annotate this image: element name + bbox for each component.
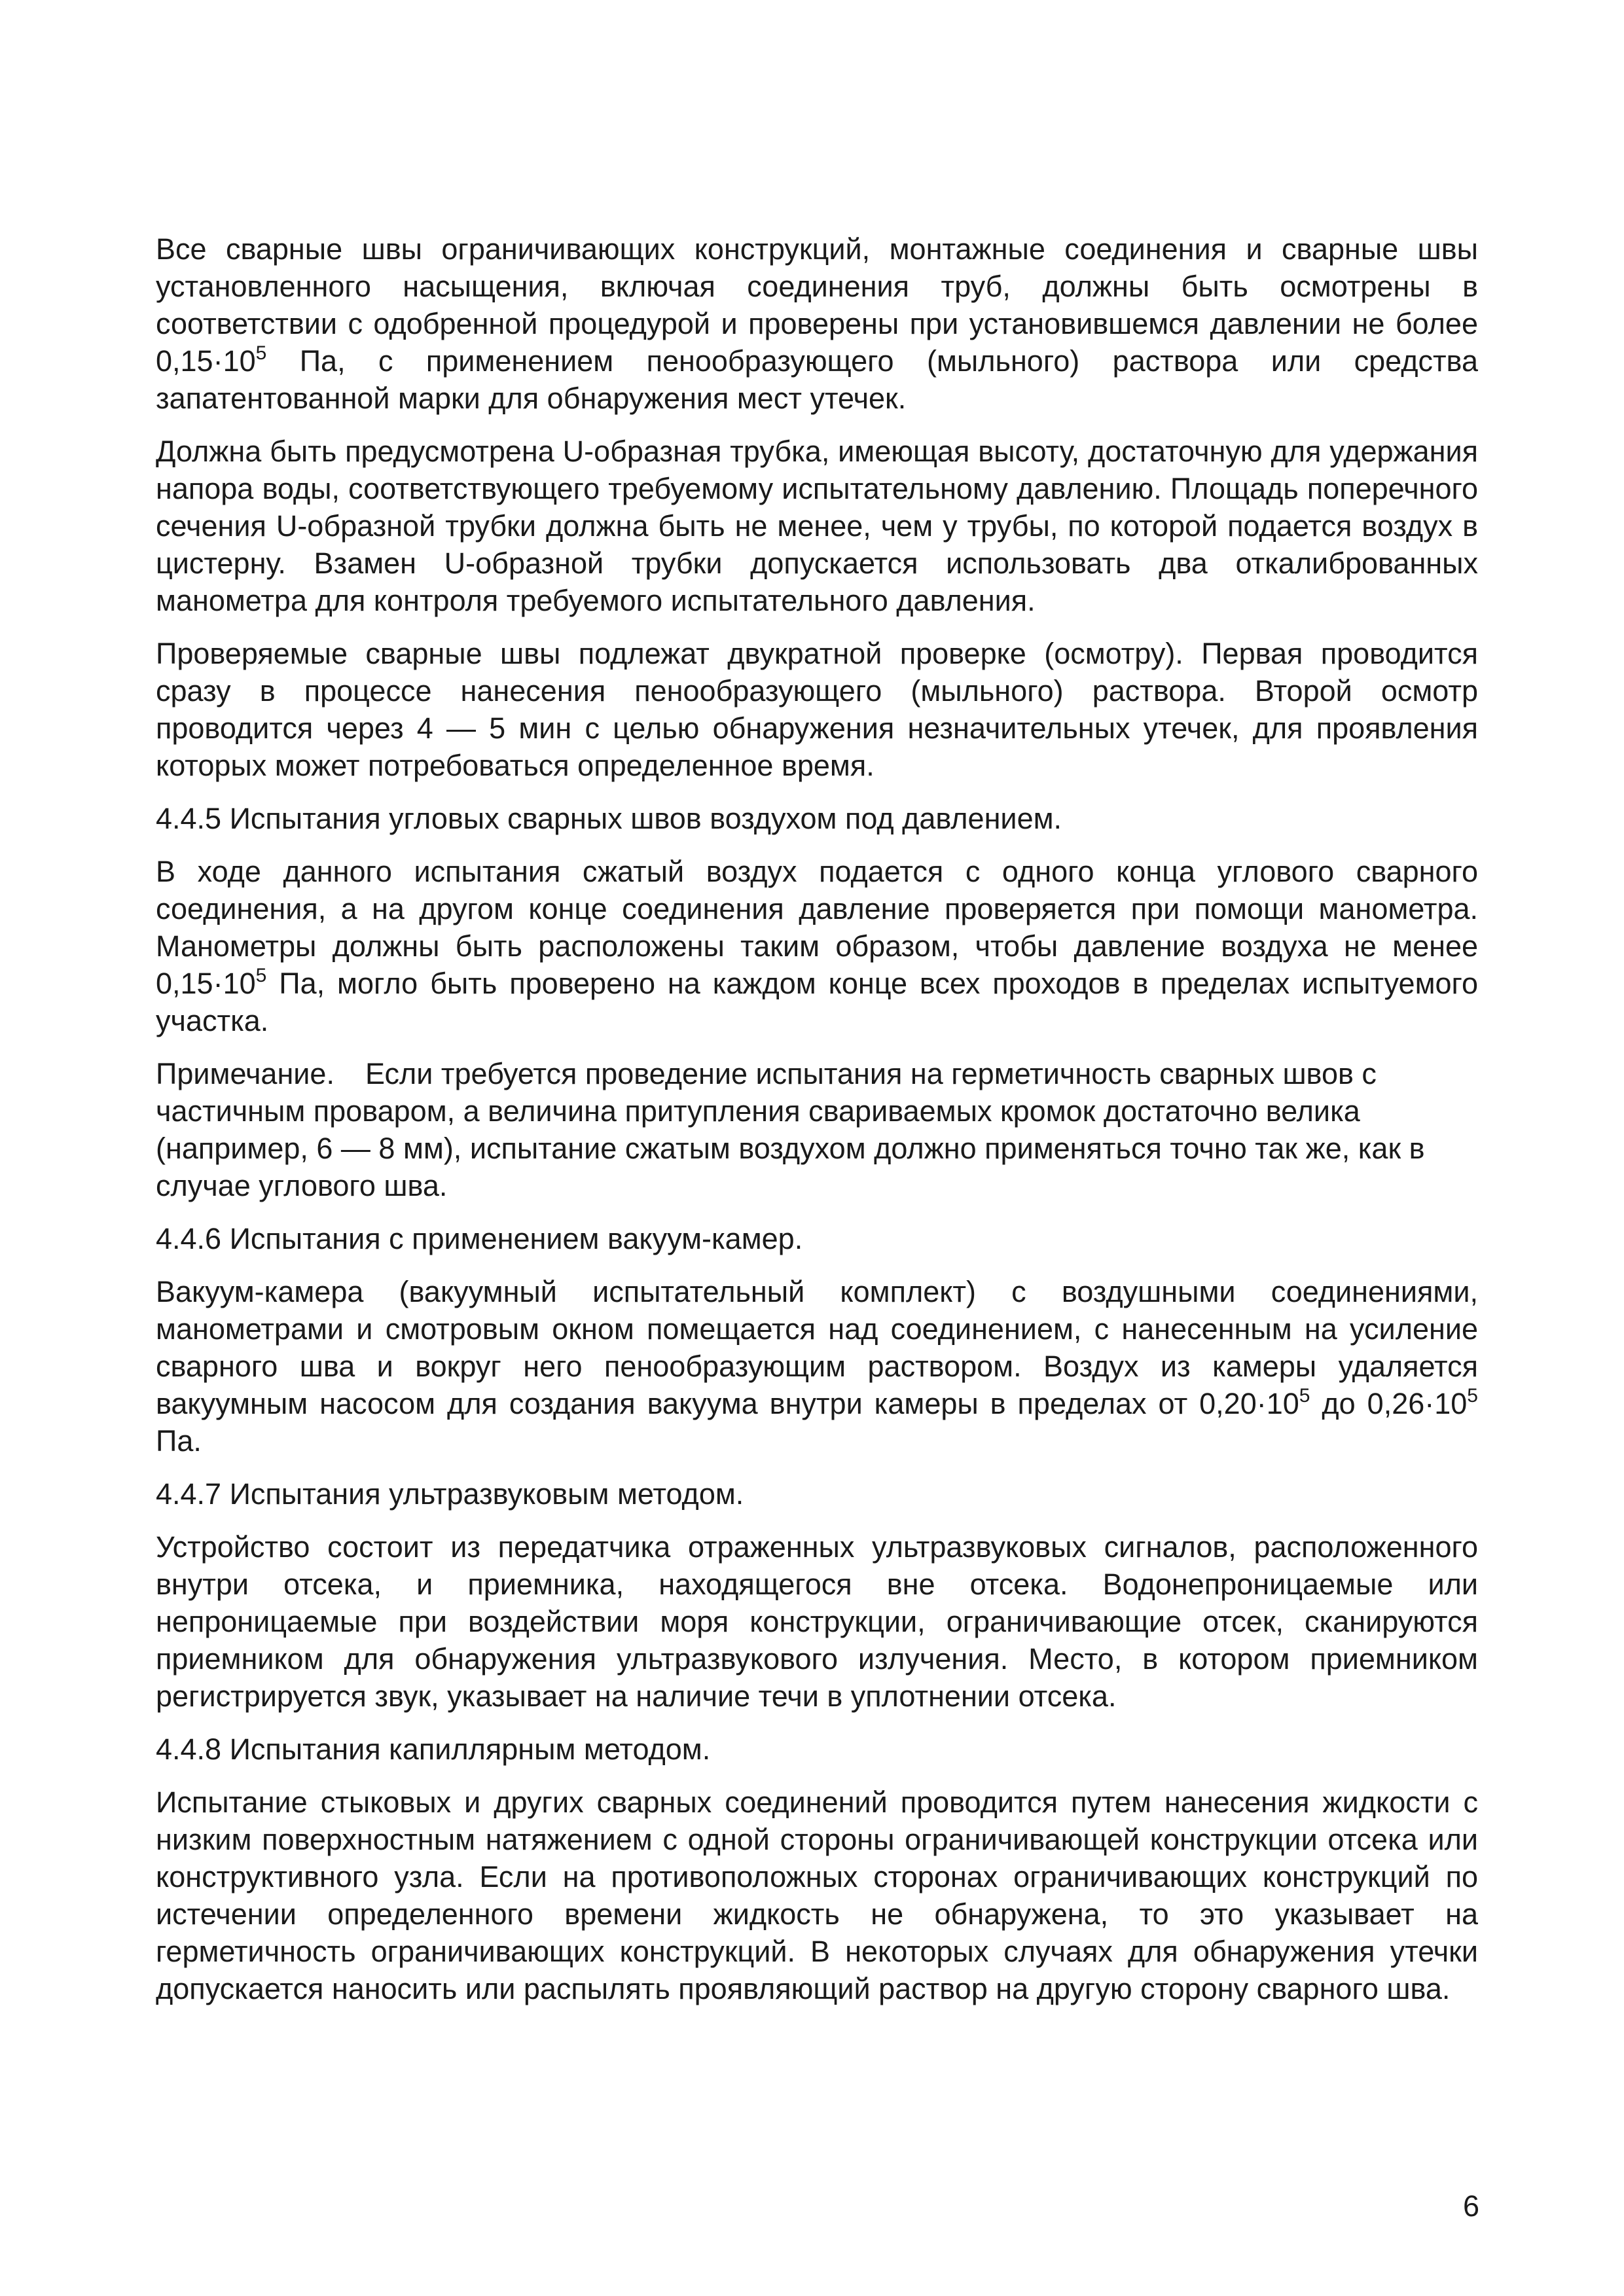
paragraph-double-check: Проверяемые сварные швы подлежат двукратной проверке (осмотру). Первая проводится сразу в процессе нанесения пенообразующего (мыльного) раствора. Второй осмотр проводится через 4 — 5 мин с целью обнаружения незначительных утечек, для проявления которых может потребоваться определенное время.: [156, 637, 1478, 782]
paragraph-text: Вакуум-камера (вакуумный испытательный комплект) с воздушными соединениями, манометрами и смотровым окном помещается над соединением, с нанесенным на усиление сварного шва и вокруг него пенообразующим раствором. Воздух из камеры удаляется вакуумным насосом для создания вакуума внутри камеры в пределах от 0,20·10: [156, 1275, 1478, 1420]
section-heading-4-4-6: 4.4.6 Испытания с применением вакуум-камер.: [156, 1222, 803, 1255]
exponent: 5: [255, 965, 267, 986]
page-body: [156, 230, 1478, 2023]
paragraph-fillet-air-test: [156, 853, 1478, 1039]
paragraph-text: В ходе данного испытания сжатый воздух подается с одного конца углового сварного соединения, а на другом конце соединения давление проверяется при помощи манометра. Манометры должны быть расположены таким образом, чтобы давление воздуха не менее 0,15·10: [156, 855, 1478, 1000]
exponent: 5: [255, 342, 267, 364]
paragraph-text: до 0,26·10: [1310, 1387, 1468, 1420]
page-number: 6: [1462, 2189, 1479, 2223]
paragraph-ultrasonic: Устройство состоит из передатчика отраженных ультразвуковых сигналов, расположенного внутри отсека, и приемника, находящегося вне отсека. Водонепроницаемые или непроницаемые при воздействии моря конструкции, ограничивающие отсек, сканируются приемником для обнаружения ультразвукового излучения. Место, в котором приемником регистрируется звук, указывает на наличие течи в уплотнении отсека.: [156, 1530, 1478, 1713]
paragraph-weld-inspection: [156, 230, 1478, 417]
section-heading-4-4-8: 4.4.8 Испытания капиллярным методом.: [156, 1732, 711, 1766]
section-heading-4-4-5: 4.4.5 Испытания угловых сварных швов воздухом под давлением.: [156, 802, 1062, 835]
paragraph-text: Па, с применением пенообразующего (мыльного) раствора или средства запатентованной марки для обнаружения мест утечек.: [156, 344, 1478, 415]
paragraph-capillary: Испытание стыковых и других сварных соединений проводится путем нанесения жидкости с низким поверхностным натяжением с одной стороны ограничивающей конструкции отсека или конструктивного узла. Если на противоположных сторонах ограничивающих конструкций по истечении определенного времени жидкость не обнаружена, то это указывает на герметичность ограничивающих конструкций. В некоторых случаях для обнаружения утечки допускается наносить или распылять проявляющий раствор на другую сторону сварного шва.: [156, 1785, 1478, 2005]
note-label: Примечание.: [156, 1057, 334, 1090]
paragraph-text: Па.: [156, 1424, 202, 1458]
paragraph-u-tube: Должна быть предусмотрена U-образная трубка, имеющая высоту, достаточную для удержания напора воды, соответствующего требуемому испытательному давлению. Площадь поперечного сечения U-образной трубки должна быть не менее, чем у трубы, по которой подается воздух в цистерну. Взамен U-образной трубки допускается использовать два откалиброванных манометра для контроля требуемого испытательного давления.: [156, 435, 1478, 617]
note-paragraph: [156, 1055, 1478, 1204]
exponent: 5: [1467, 1385, 1478, 1407]
paragraph-text: Па, могло быть проверено на каждом конце всех проходов в пределах испытуемого участка.: [156, 967, 1478, 1037]
section-heading-4-4-7: 4.4.7 Испытания ультразвуковым методом.: [156, 1477, 744, 1511]
paragraph-text: Все сварные швы ограничивающих конструкций, монтажные соединения и сварные швы установленного насыщения, включая соединения труб, должны быть осмотрены в соответствии с одобренной процедурой и проверены при установившемся давлении не более 0,15·10: [156, 232, 1478, 378]
exponent: 5: [1299, 1385, 1310, 1407]
note-text: Если требуется проведение испытания на герметичность сварных швов с частичным проваром, а величина притупления свариваемых кромок достаточно велика (например, 6 — 8 мм), испытание сжатым воздухом должно применяться точно так же, как в случае углового шва.: [156, 1057, 1425, 1202]
paragraph-vacuum-box: [156, 1273, 1478, 1460]
